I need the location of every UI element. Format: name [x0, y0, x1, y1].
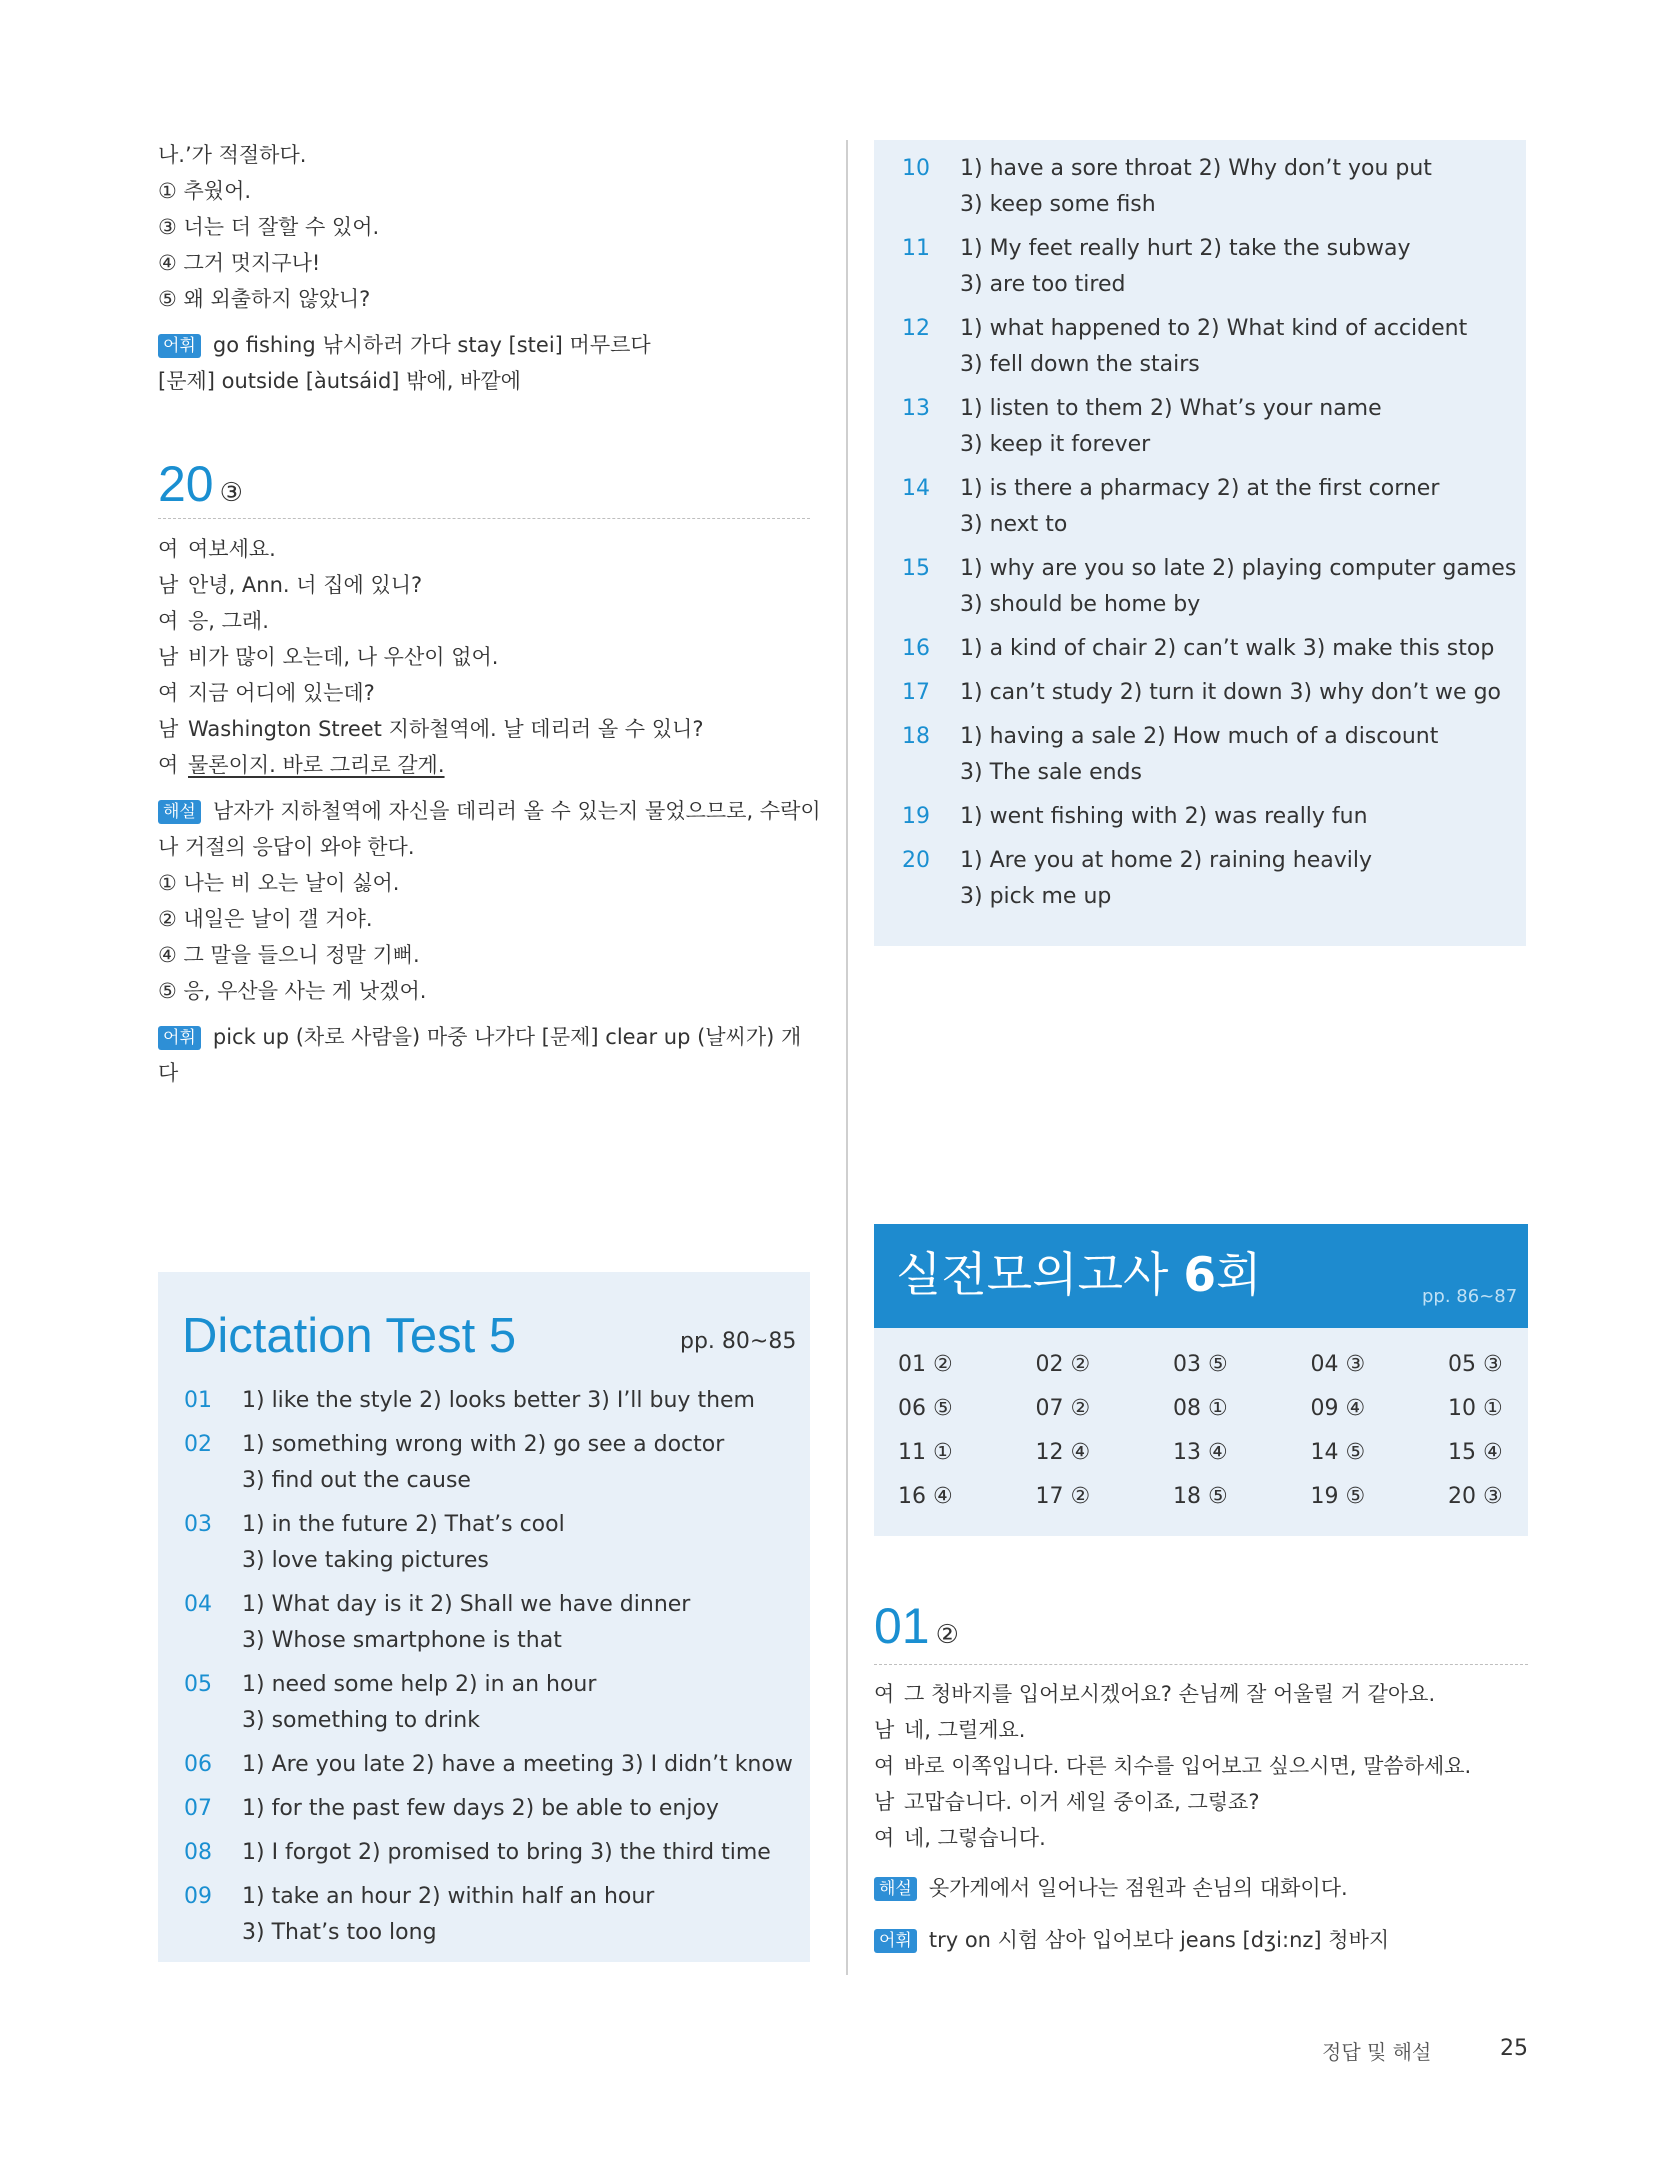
mock-answer-cell: 06 ⑤: [898, 1396, 953, 1421]
answer-line: [184, 1667, 804, 1703]
answer-number: 10: [902, 156, 930, 181]
answer-text: 3) Whose smartphone is that: [242, 1628, 562, 1653]
option-line: ⑤ 응, 우산을 사는 게 낫겠어.: [158, 979, 427, 1003]
speaker-label: 여: [158, 681, 179, 705]
answer-text: 3) fell down the stairs: [960, 352, 1200, 377]
answer-text: 1) what happened to 2) What kind of accident: [960, 316, 1468, 341]
answer-line: [184, 1543, 804, 1579]
option-line: ① 나는 비 오는 날이 싫어.: [158, 871, 400, 895]
mock-answer-cell: 09 ④: [1310, 1396, 1366, 1421]
answer-text: 1) went fishing with 2) was really fun: [960, 804, 1368, 829]
mock-test-pages: pp. 86~87: [1422, 1286, 1518, 1307]
speaker-label: 여: [158, 537, 179, 561]
answer-text: 3) next to: [960, 512, 1068, 537]
section-divider: [158, 518, 810, 519]
dictation-cont-list: [902, 151, 1522, 923]
answer-line: [902, 427, 1522, 463]
mock-answer-cell: 08 ①: [1173, 1396, 1228, 1421]
speaker-label: 여: [874, 1682, 895, 1706]
answer-item: [902, 843, 1522, 915]
answer-line: [902, 507, 1522, 543]
answer-text: 3) find out the cause: [242, 1468, 471, 1493]
speaker-label: 남: [874, 1718, 895, 1742]
vocab-line: go fishing 낚시하러 가다 stay [stei] 머무르다: [212, 333, 651, 357]
answer-text: 1) Are you at home 2) raining heavily: [960, 848, 1372, 873]
q20-header: [158, 456, 243, 512]
answer-text: 1) like the style 2) looks better 3) I’ll buy them: [242, 1388, 755, 1413]
dialogue-line: [874, 1784, 1554, 1820]
answer-item: [902, 719, 1522, 791]
answer-item: [184, 1507, 804, 1579]
answer-line: [902, 311, 1522, 347]
mock-title-suffix: 회: [1216, 1248, 1262, 1303]
answer-line: [184, 1915, 804, 1951]
answer-number: 02: [184, 1432, 212, 1457]
mock-title-number: 6: [1183, 1248, 1217, 1303]
answer-number: 17: [902, 680, 930, 705]
dialogue-text: 그 청바지를 입어보시겠어요? 손님께 잘 어울릴 거 같아요.: [904, 1682, 1436, 1706]
vocab-line: 다: [158, 1061, 179, 1085]
speaker-label: 남: [874, 1790, 895, 1814]
answer-item: [902, 231, 1522, 303]
answer-line: [184, 1879, 804, 1915]
answer-line: [184, 1587, 804, 1623]
text-line: 나.’가 적절하다.: [158, 143, 307, 167]
mock-answer-cell: 16 ④: [898, 1484, 953, 1509]
mock-answer-cell: 02 ②: [1035, 1352, 1091, 1377]
answer-text: 1) have a sore throat 2) Why don’t you put: [960, 156, 1432, 181]
answer-line: [902, 843, 1522, 879]
answer-text: 1) listen to them 2) What’s your name: [960, 396, 1382, 421]
dialogue-text: 네, 그렇습니다.: [904, 1826, 1046, 1850]
answer-number: 07: [184, 1796, 212, 1821]
dialogue-text: 지금 어디에 있는데?: [188, 681, 375, 705]
answer-line: [902, 631, 1522, 667]
answer-item: [902, 151, 1522, 223]
answer-line: [184, 1747, 804, 1783]
mock-answer-cell: 12 ④: [1035, 1440, 1091, 1465]
speaker-label: 남: [158, 717, 179, 741]
answer-line: [184, 1703, 804, 1739]
option-line: ④ 그 말을 들으니 정말 기뻐.: [158, 943, 420, 967]
mock-answer-grid: [874, 1328, 1528, 1536]
answer-line: [902, 267, 1522, 303]
dialogue-text: 여보세요.: [188, 537, 276, 561]
answer-text: 1) why are you so late 2) playing computer games: [960, 556, 1517, 581]
answer-line: [902, 799, 1522, 835]
mock-answer-cell: 17 ②: [1035, 1484, 1091, 1509]
explain-tag: 해설: [158, 800, 201, 824]
answer-text: 3) The sale ends: [960, 760, 1142, 785]
dialogue-line: [158, 675, 828, 711]
column-divider: [846, 140, 848, 1975]
speaker-label: 여: [158, 609, 179, 633]
dialogue-line: [158, 531, 828, 567]
mock-answer-cell: 19 ⑤: [1310, 1484, 1366, 1509]
speaker-label: 남: [158, 573, 179, 597]
answer-item: [902, 551, 1522, 623]
dictation-list: [184, 1383, 804, 1959]
dialogue-line: [158, 639, 828, 675]
answer-line: [902, 551, 1522, 587]
q01-header: [874, 1598, 959, 1654]
text-line: ③ 너는 더 잘할 수 있어.: [158, 215, 380, 239]
answer-line: [184, 1383, 804, 1419]
dialogue-line: [158, 603, 828, 639]
answer-item: [902, 311, 1522, 383]
explain-text: 나 거절의 응답이 와야 한다.: [158, 835, 415, 859]
answer-item: [184, 1747, 804, 1783]
answer-number: 13: [902, 396, 930, 421]
mock-answer-cell: 18 ⑤: [1173, 1484, 1228, 1509]
dialogue-line: [158, 747, 828, 783]
question-answer: ③: [219, 478, 243, 508]
text-line: ④ 그거 멋지구나!: [158, 251, 321, 275]
mock-answer-cell: 10 ①: [1448, 1396, 1503, 1421]
answer-text: 1) is there a pharmacy 2) at the first corner: [960, 476, 1440, 501]
answer-line: [902, 879, 1522, 915]
mock-answer-cell: 07 ②: [1035, 1396, 1091, 1421]
answer-text: 1) a kind of chair 2) can’t walk 3) make this stop: [960, 636, 1495, 661]
answer-number: 08: [184, 1840, 212, 1865]
answer-text: 3) something to drink: [242, 1708, 480, 1733]
answer-text: 3) keep it forever: [960, 432, 1151, 457]
vocab-tag: 어휘: [158, 334, 201, 358]
explain-text: 남자가 지하철역에 자신을 데리러 올 수 있는지 물었으므로, 수락이: [212, 799, 821, 823]
answer-text: 3) should be home by: [960, 592, 1201, 617]
vocab-line: pick up (차로 사람을) 마중 나가다 [문제] clear up (날씨가) 개: [212, 1025, 802, 1049]
dialogue-text: 바로 이쪽입니다. 다른 치수를 입어보고 싶으시면, 말씀하세요.: [904, 1754, 1472, 1778]
speaker-label: 여: [874, 1754, 895, 1778]
mock-answer-cell: 11 ①: [898, 1440, 953, 1465]
answer-item: [184, 1383, 804, 1419]
answer-item: [184, 1791, 804, 1827]
answer-line: [902, 755, 1522, 791]
answer-item: [184, 1835, 804, 1871]
question-number: 01: [874, 1598, 930, 1654]
dialogue-text: 고맙습니다. 이거 세일 중이죠, 그렇죠?: [904, 1790, 1260, 1814]
answer-line: [902, 347, 1522, 383]
question-number: 20: [158, 456, 214, 512]
explain-tag: 해설: [874, 1877, 917, 1901]
answer-text: 1) can’t study 2) turn it down 3) why don’t we go: [960, 680, 1501, 705]
answer-item: [184, 1587, 804, 1659]
answer-item: [902, 391, 1522, 463]
answer-line: [184, 1835, 804, 1871]
answer-number: 19: [902, 804, 930, 829]
dialogue-text: 응, 그래.: [188, 609, 269, 633]
answer-text: 3) love taking pictures: [242, 1548, 489, 1573]
answer-number: 15: [902, 556, 930, 581]
mock-answer-cell: 01 ②: [898, 1352, 953, 1377]
answer-item: [902, 471, 1522, 543]
question-answer: ②: [935, 1620, 959, 1650]
answer-item: [902, 631, 1522, 667]
answer-text: 1) something wrong with 2) go see a doctor: [242, 1432, 725, 1457]
dialogue-text: 비가 많이 오는데, 나 우산이 없어.: [188, 645, 499, 669]
dialogue-line: [158, 567, 828, 603]
text-line: ① 추웠어.: [158, 179, 252, 203]
answer-line: [902, 719, 1522, 755]
answer-text: 3) pick me up: [960, 884, 1112, 909]
answer-number: 01: [184, 1388, 212, 1413]
explain-text: 옷가게에서 일어나는 점원과 손님의 대화이다.: [928, 1876, 1348, 1900]
speaker-label: 여: [874, 1826, 895, 1850]
answer-text: 3) That’s too long: [242, 1920, 437, 1945]
mock-answer-cell: 14 ⑤: [1310, 1440, 1366, 1465]
answer-line: [184, 1507, 804, 1543]
answer-number: 04: [184, 1592, 212, 1617]
answer-text: 1) in the future 2) That’s cool: [242, 1512, 565, 1537]
answer-text: 3) are too tired: [960, 272, 1126, 297]
answer-line: [902, 587, 1522, 623]
answer-number: 14: [902, 476, 930, 501]
answer-text: 1) for the past few days 2) be able to enjoy: [242, 1796, 719, 1821]
dialogue-text: Washington Street 지하철역에. 날 데리러 올 수 있니?: [188, 717, 704, 741]
mock-test-title: [896, 1248, 1261, 1304]
answer-text: 1) I forgot 2) promised to bring 3) the third time: [242, 1840, 771, 1865]
dialogue-line: [874, 1676, 1554, 1712]
answer-item: [184, 1427, 804, 1499]
option-line: ② 내일은 날이 갤 거야.: [158, 907, 373, 931]
dialogue-text: 물론이지. 바로 그리로 갈게.: [188, 753, 445, 777]
dialogue-text: 네, 그럴게요.: [904, 1718, 1026, 1742]
answer-line: [902, 391, 1522, 427]
answer-text: 1) need some help 2) in an hour: [242, 1672, 597, 1697]
mock-answer-cell: 13 ④: [1173, 1440, 1228, 1465]
mock-answer-cell: 20 ③: [1448, 1484, 1503, 1509]
answer-line: [902, 231, 1522, 267]
vocab-line: [문제] outside [àutsáid] 밖에, 바깥에: [158, 369, 521, 393]
answer-item: [902, 675, 1522, 711]
mock-title-prefix: 실전모의고사: [896, 1248, 1184, 1303]
dialogue-text: 안녕, Ann. 너 집에 있니?: [188, 573, 423, 597]
answer-text: 1) My feet really hurt 2) take the subway: [960, 236, 1411, 261]
dictation-title: Dictation Test 5: [182, 1309, 517, 1363]
answer-number: 05: [184, 1672, 212, 1697]
answer-line: [184, 1427, 804, 1463]
footer-label: 정답 및 해설: [1322, 2040, 1432, 2064]
answer-text: 1) What day is it 2) Shall we have dinner: [242, 1592, 691, 1617]
speaker-label: 남: [158, 645, 179, 669]
vocab-tag: 어휘: [158, 1026, 201, 1050]
dialogue-line: [158, 711, 828, 747]
page-number: 25: [1500, 2036, 1528, 2061]
answer-line: [184, 1463, 804, 1499]
answer-text: 1) take an hour 2) within half an hour: [242, 1884, 655, 1909]
answer-line: [902, 471, 1522, 507]
dialogue-line: [874, 1712, 1554, 1748]
text-line: ⑤ 왜 외출하지 않았니?: [158, 287, 371, 311]
vocab-line: try on 시험 삼아 입어보다 jeans [dʒi:nz] 청바지: [928, 1928, 1390, 1952]
answer-number: 20: [902, 848, 930, 873]
speaker-label: 여: [158, 753, 179, 777]
q20-body: [158, 531, 828, 1091]
section-divider: [874, 1664, 1528, 1665]
answer-number: 18: [902, 724, 930, 749]
answer-number: 06: [184, 1752, 212, 1777]
mock-answer-cell: 15 ④: [1448, 1440, 1503, 1465]
dialogue-line: [874, 1748, 1554, 1784]
answer-text: 3) keep some fish: [960, 192, 1156, 217]
answer-item: [902, 799, 1522, 835]
answer-number: 11: [902, 236, 930, 261]
answer-number: 03: [184, 1512, 212, 1537]
answer-item: [184, 1667, 804, 1739]
vocab-tag: 어휘: [874, 1929, 917, 1953]
q01-body: [874, 1676, 1554, 1958]
answer-line: [902, 151, 1522, 187]
answer-number: 09: [184, 1884, 212, 1909]
q19-tail: [158, 137, 818, 399]
answer-line: [184, 1623, 804, 1659]
mock-answer-cell: 05 ③: [1448, 1352, 1503, 1377]
answer-item: [184, 1879, 804, 1951]
answer-number: 12: [902, 316, 930, 341]
dialogue-line: [874, 1820, 1554, 1856]
answer-line: [184, 1791, 804, 1827]
dictation-pages: pp. 80~85: [680, 1329, 797, 1354]
mock-answer-cell: 04 ③: [1310, 1352, 1366, 1377]
answer-text: 1) having a sale 2) How much of a discount: [960, 724, 1439, 749]
answer-line: [902, 675, 1522, 711]
answer-text: 1) Are you late 2) have a meeting 3) I didn’t know: [242, 1752, 793, 1777]
answer-number: 16: [902, 636, 930, 661]
mock-answer-cell: 03 ⑤: [1173, 1352, 1228, 1377]
answer-line: [902, 187, 1522, 223]
